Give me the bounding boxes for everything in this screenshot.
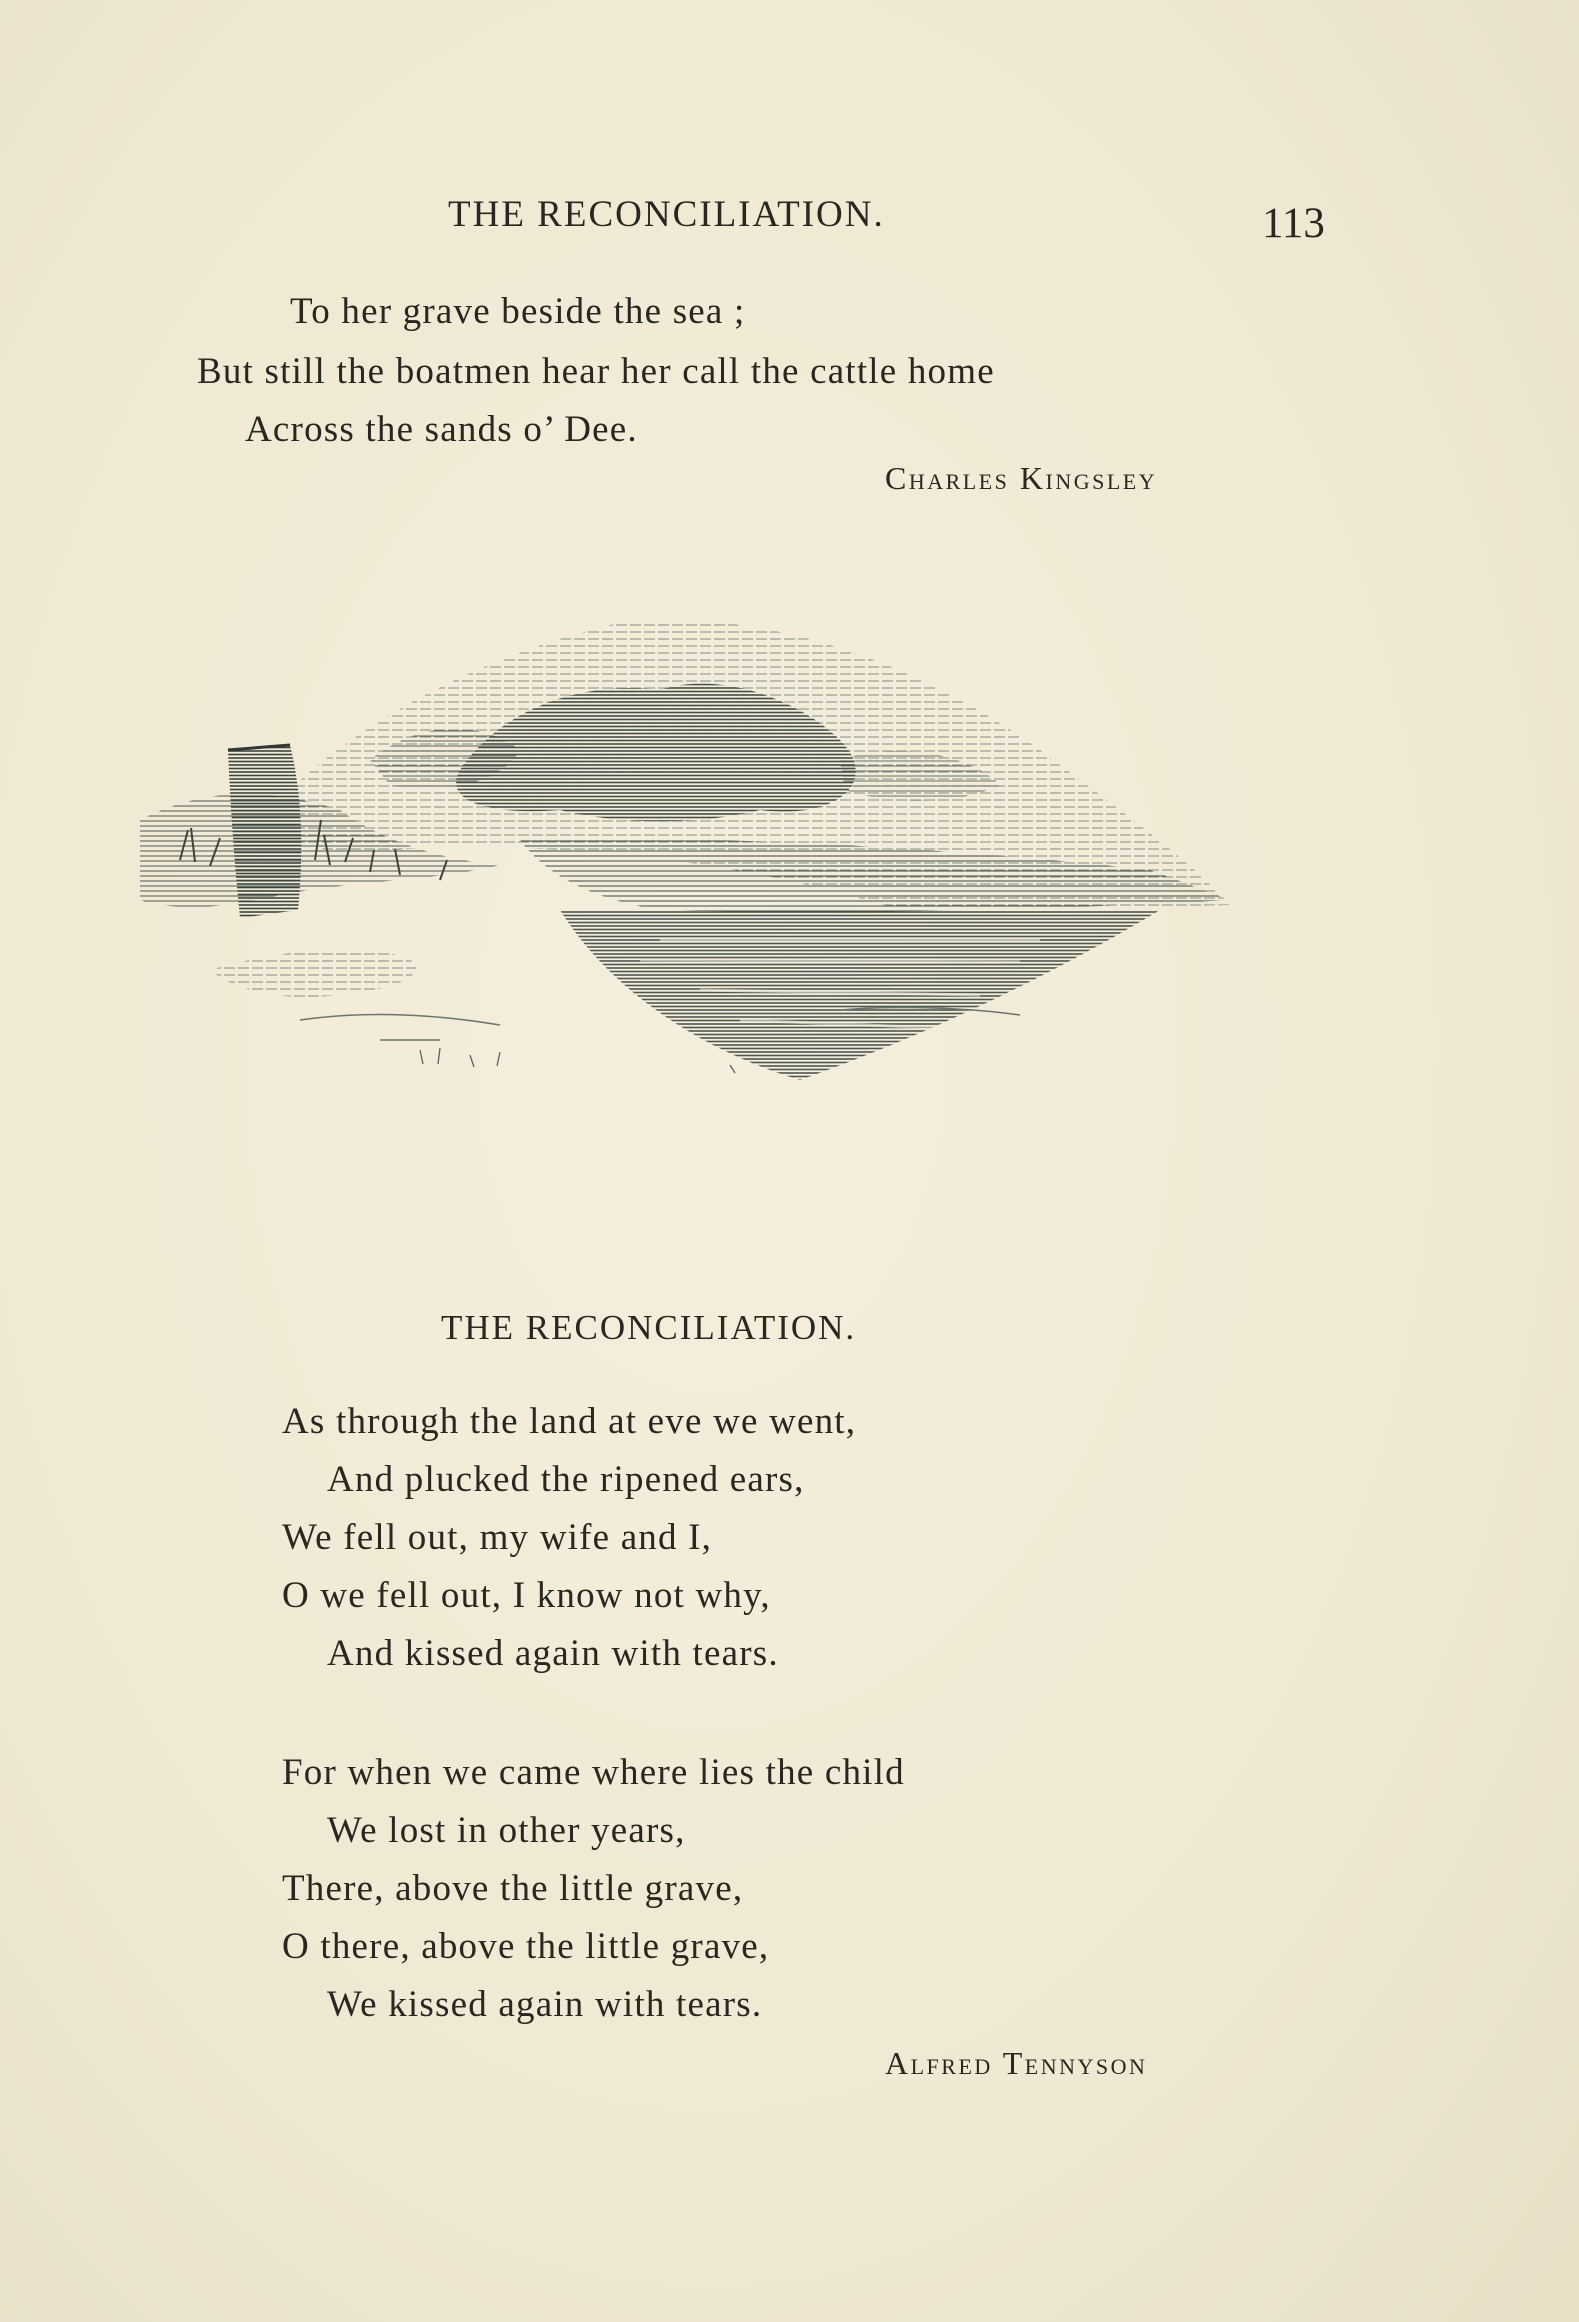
poem-author: Alfred Tennyson	[885, 2045, 1148, 2081]
verse-line: As through the land at eve we went,	[282, 1401, 857, 1442]
verse-line: O there, above the little grave,	[282, 1926, 770, 1967]
verse-line: And plucked the ripened ears,	[327, 1459, 805, 1500]
verse-line: We fell out, my wife and I,	[282, 1517, 713, 1558]
verse-line: Across the sands o’ Dee.	[245, 409, 638, 450]
seascape-engraving-icon	[140, 610, 1230, 1150]
verse-line: To her grave beside the sea ;	[290, 291, 746, 332]
verse-line: There, above the little grave,	[282, 1868, 744, 1909]
running-title: THE RECONCILIATION.	[448, 194, 885, 235]
verse-line: For when we came where lies the child	[282, 1752, 905, 1793]
page-number: 113	[1262, 200, 1325, 247]
verse-line: But still the boatmen hear her call the cattle home	[197, 351, 995, 392]
verse-line: We kissed again with tears.	[327, 1984, 763, 2025]
previous-poem-author: Charles Kingsley	[885, 460, 1158, 496]
verse-line: And kissed again with tears.	[327, 1633, 779, 1674]
verse-line: O we fell out, I know not why,	[282, 1575, 771, 1616]
poem-title: THE RECONCILIATION.	[441, 1308, 857, 1347]
verse-line: We lost in other years,	[327, 1810, 686, 1851]
